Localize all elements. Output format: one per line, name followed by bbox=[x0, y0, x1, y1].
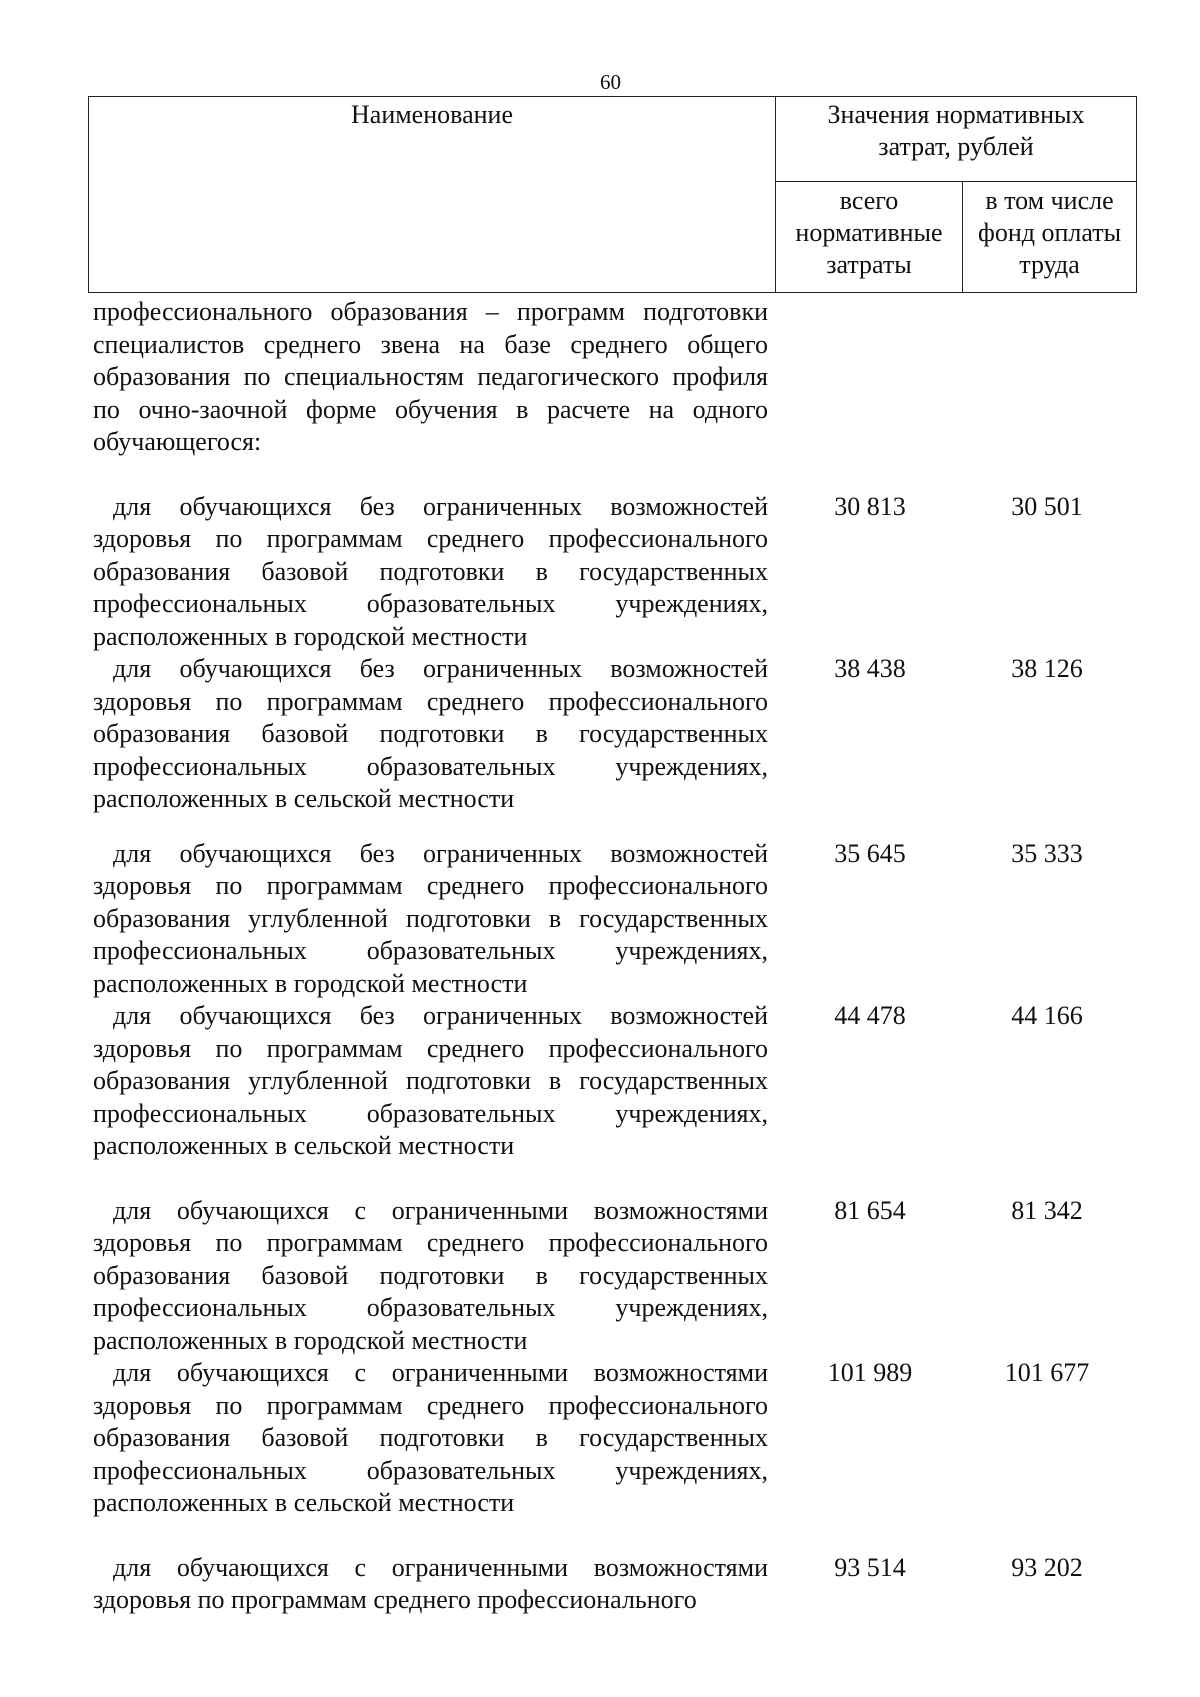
row-wage-value: 44 166 bbox=[1011, 1001, 1083, 1030]
table-row bbox=[93, 491, 1136, 654]
column-header-total-line: всего bbox=[839, 186, 899, 215]
row-total-value: 101 989 bbox=[827, 1358, 913, 1387]
column-header-total bbox=[776, 182, 963, 293]
table-row bbox=[93, 653, 1136, 816]
column-header-values-line: затрат, рублей bbox=[878, 132, 1034, 161]
row-total-value: 44 478 bbox=[834, 1001, 906, 1030]
row-wage-value: 38 126 bbox=[1011, 654, 1083, 683]
intro-text: профессионального образования – программ подготовки специалистов среднего звена на базе среднего общего образования по специальностям педагогического профиля по очно-заочной форме обучения в расчете на одного обучающегося: bbox=[93, 297, 768, 456]
table-row bbox=[93, 1552, 1136, 1617]
table-body bbox=[93, 296, 1136, 1617]
row-description: для обучающихся без ограниченных возможностей здоровья по программам среднего профессионального образования базовой подготовки в государственных профессиональных образовательных учреждениях, расположенных в сельской местности bbox=[93, 654, 768, 813]
page-number: 60 bbox=[600, 70, 621, 94]
table-row bbox=[93, 1357, 1136, 1520]
table-row bbox=[93, 1000, 1136, 1163]
row-description: для обучающихся с ограниченными возможностями здоровья по программам среднего профессионального образования базовой подготовки в государственных профессиональных образовательных учреждениях, расположенных в городской местности bbox=[93, 1195, 768, 1355]
table-header bbox=[88, 96, 1137, 293]
row-description: для обучающихся без ограниченных возможностей здоровья по программам среднего профессионального образования базовой подготовки в государственных профессиональных образовательных учреждениях, расположенных в городской местности bbox=[93, 491, 768, 651]
column-header-wage-fund bbox=[963, 182, 1137, 293]
row-total-value: 93 514 bbox=[834, 1552, 906, 1582]
column-header-wage-line: в том числе bbox=[985, 186, 1114, 215]
intro-row bbox=[93, 296, 1136, 459]
column-header-wage-line: фонд оплаты bbox=[977, 218, 1122, 247]
row-description: для обучающихся без ограниченных возможностей здоровья по программам среднего профессионального образования углубленной подготовки в государственных профессиональных образовательных учреждениях, расположенных в сельской местности bbox=[93, 1001, 768, 1160]
row-total-value: 38 438 bbox=[834, 654, 906, 683]
column-header-values-line: Значения нормативных bbox=[827, 100, 1085, 129]
row-wage-value: 101 677 bbox=[1004, 1358, 1090, 1387]
row-wage-value: 35 333 bbox=[1011, 838, 1083, 868]
column-header-total-line: нормативные bbox=[795, 218, 943, 247]
column-header-wage-line: труда bbox=[1019, 250, 1080, 279]
row-total-value: 81 654 bbox=[834, 1195, 906, 1225]
row-total-value: 35 645 bbox=[834, 838, 906, 868]
table-row bbox=[93, 1195, 1136, 1358]
column-header-total-line: затраты bbox=[826, 250, 912, 279]
row-description: для обучающихся с ограниченными возможностями здоровья по программам среднего профессионального образования базовой подготовки в государственных профессиональных образовательных учреждениях, расположенных в сельской местности bbox=[93, 1358, 768, 1517]
column-header-name: Наименование bbox=[89, 97, 776, 293]
table-row bbox=[93, 838, 1136, 1001]
column-header-values bbox=[776, 97, 1137, 182]
row-description: для обучающихся без ограниченных возможностей здоровья по программам среднего профессионального образования углубленной подготовки в государственных профессиональных образовательных учреждениях, расположенных в городской местности bbox=[93, 838, 768, 998]
row-wage-value: 81 342 bbox=[1011, 1195, 1083, 1225]
row-description: для обучающихся с ограниченными возможностями здоровья по программам среднего профессионального bbox=[93, 1552, 768, 1614]
row-wage-value: 30 501 bbox=[1011, 491, 1083, 521]
row-total-value: 30 813 bbox=[834, 491, 906, 521]
row-wage-value: 93 202 bbox=[1011, 1552, 1083, 1582]
